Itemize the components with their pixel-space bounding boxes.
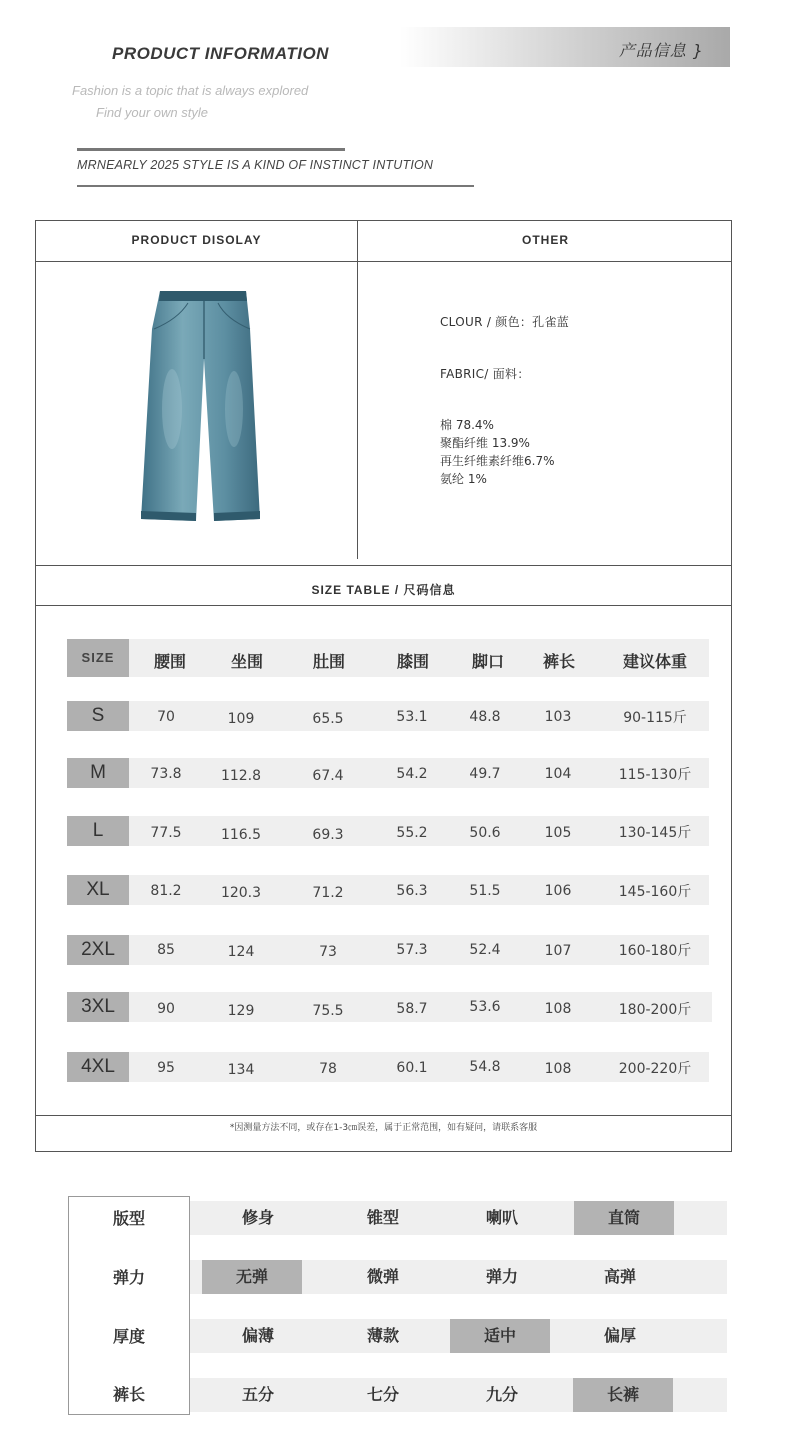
option-stretch: 弹力 — [485, 1267, 518, 1286]
hip-value: 112.8 — [220, 768, 262, 784]
hem-value: 49.7 — [469, 766, 501, 782]
belly-value: 73 — [319, 944, 337, 960]
header-cell: 肚围 — [312, 652, 345, 671]
divider — [77, 148, 345, 151]
size-label: XL — [67, 875, 129, 905]
composition-line: 氨纶 1% — [440, 472, 487, 486]
belly-value: 65.5 — [312, 711, 344, 727]
other-header: OTHER — [522, 233, 569, 247]
product-info-box — [35, 220, 732, 1152]
hem-value: 52.4 — [469, 942, 501, 958]
option-tapered: 锥型 — [366, 1208, 399, 1227]
hem-value: 53.6 — [469, 999, 501, 1015]
header-cell: 脚口 — [471, 652, 504, 671]
length-value: 103 — [544, 709, 572, 725]
section-title: PRODUCT INFORMATION — [112, 44, 329, 63]
divider — [36, 261, 731, 262]
waist-value: 95 — [157, 1060, 175, 1076]
length-value: 105 — [544, 825, 572, 841]
hip-value: 134 — [227, 1062, 255, 1078]
length-value: 104 — [544, 766, 572, 782]
composition-line: 再生纤维素纤维6.7% — [440, 454, 555, 468]
attribute-labels — [68, 1196, 190, 1415]
label-thickness: 厚度 — [112, 1327, 145, 1346]
option-seven-tenths: 七分 — [366, 1385, 399, 1404]
composition-line: 棉 78.4% — [440, 418, 494, 432]
waist-value: 70 — [157, 709, 175, 725]
hip-value: 109 — [227, 711, 255, 727]
label-fit: 版型 — [112, 1209, 145, 1228]
size-label: L — [67, 816, 129, 846]
knee-value: 60.1 — [396, 1060, 428, 1076]
divider — [36, 565, 731, 566]
option-thin: 偏薄 — [241, 1326, 274, 1345]
knee-value: 54.2 — [396, 766, 428, 782]
size-table-title: SIZE TABLE / 尺码信息 — [311, 583, 456, 597]
waist-value: 77.5 — [150, 825, 182, 841]
hem-value: 48.8 — [469, 709, 501, 725]
hip-value: 129 — [227, 1003, 255, 1019]
hip-value: 120.3 — [220, 885, 262, 901]
option-nine-tenths: 九分 — [485, 1385, 518, 1404]
length-value: 107 — [544, 943, 572, 959]
waist-value: 81.2 — [150, 883, 182, 899]
hip-value: 116.5 — [220, 827, 262, 843]
weight-value: 90-115斤 — [623, 710, 687, 726]
header-cell: 坐围 — [230, 652, 263, 671]
divider — [77, 185, 474, 187]
size-label: 4XL — [67, 1052, 129, 1082]
colour-text: CLOUR / 颜色：孔雀蓝 — [440, 315, 570, 329]
option-light: 薄款 — [366, 1326, 399, 1345]
knee-value: 55.2 — [396, 825, 428, 841]
length-value: 108 — [544, 1061, 572, 1077]
option-slim: 修身 — [241, 1208, 274, 1227]
waist-value: 73.8 — [150, 766, 182, 782]
header-cell: 建议体重 — [622, 652, 687, 671]
option-half: 五分 — [241, 1385, 274, 1404]
size-label: M — [67, 758, 129, 788]
weight-value: 130-145斤 — [618, 825, 692, 841]
jeans-product-image — [138, 289, 268, 525]
label-stretch: 弹力 — [112, 1268, 145, 1287]
belly-value: 75.5 — [312, 1003, 344, 1019]
attribute-row-fit — [190, 1201, 727, 1235]
fabric-label: FABRIC/ 面料： — [440, 367, 530, 381]
attribute-row-stretch — [190, 1260, 727, 1294]
divider — [36, 1115, 731, 1116]
brand-motto: MRNEARLY 2025 STYLE IS A KIND OF INSTINCT INTUTION — [77, 158, 434, 172]
title-banner — [400, 27, 730, 67]
length-value: 106 — [544, 883, 572, 899]
waist-value: 85 — [157, 942, 175, 958]
weight-value: 145-160斤 — [618, 884, 692, 900]
header-cell: 腰围 — [153, 652, 186, 671]
hip-value: 124 — [227, 944, 255, 960]
length-value: 108 — [544, 1001, 572, 1017]
size-label: S — [67, 701, 129, 731]
weight-value: 180-200斤 — [618, 1002, 692, 1018]
size-header-cell: SIZE — [67, 639, 129, 677]
weight-value: 160-180斤 — [618, 943, 692, 959]
product-display-header: PRODUCT DISOLAY — [131, 233, 262, 247]
option-thick: 偏厚 — [603, 1326, 636, 1345]
attribute-row-thickness — [190, 1319, 727, 1353]
weight-value: 115-130斤 — [618, 767, 692, 783]
option-high-stretch: 高弹 — [603, 1267, 636, 1286]
option-no-stretch-selected: 无弹 — [202, 1260, 302, 1294]
attribute-row-length — [190, 1378, 727, 1412]
weight-value: 200-220斤 — [618, 1061, 692, 1077]
hem-value: 54.8 — [469, 1059, 501, 1075]
belly-value: 69.3 — [312, 827, 344, 843]
fabric-composition — [440, 416, 555, 488]
tagline: Fashion is a topic that is always explored — [72, 83, 309, 98]
knee-value: 56.3 — [396, 883, 428, 899]
option-medium-selected: 适中 — [450, 1319, 550, 1353]
header-cell: 裤长 — [542, 652, 575, 671]
hem-value: 51.5 — [469, 883, 501, 899]
belly-value: 67.4 — [312, 768, 344, 784]
belly-value: 71.2 — [312, 885, 344, 901]
belly-value: 78 — [319, 1061, 337, 1077]
option-full-length-selected: 长裤 — [573, 1378, 673, 1412]
size-label: 2XL — [67, 935, 129, 965]
label-length: 裤长 — [112, 1385, 145, 1404]
composition-line: 聚酯纤维 13.9% — [440, 436, 530, 450]
option-straight-selected: 直筒 — [574, 1201, 674, 1235]
section-title-cn: 产品信息 } — [618, 41, 704, 60]
knee-value: 57.3 — [396, 942, 428, 958]
header-cell: 膝围 — [396, 652, 429, 671]
knee-value: 58.7 — [396, 1001, 428, 1017]
divider — [357, 221, 358, 559]
measurement-note: *因测量方法不同，或存在1-3㎝误差，属于正常范围，如有疑问，请联系客服 — [229, 1123, 538, 1133]
option-slight-stretch: 微弹 — [366, 1267, 399, 1286]
size-label: 3XL — [67, 992, 129, 1022]
knee-value: 53.1 — [396, 709, 428, 725]
divider — [36, 605, 731, 606]
option-flare: 喇叭 — [485, 1208, 518, 1227]
hem-value: 50.6 — [469, 825, 501, 841]
tagline: Find your own style — [96, 105, 208, 120]
waist-value: 90 — [157, 1001, 175, 1017]
